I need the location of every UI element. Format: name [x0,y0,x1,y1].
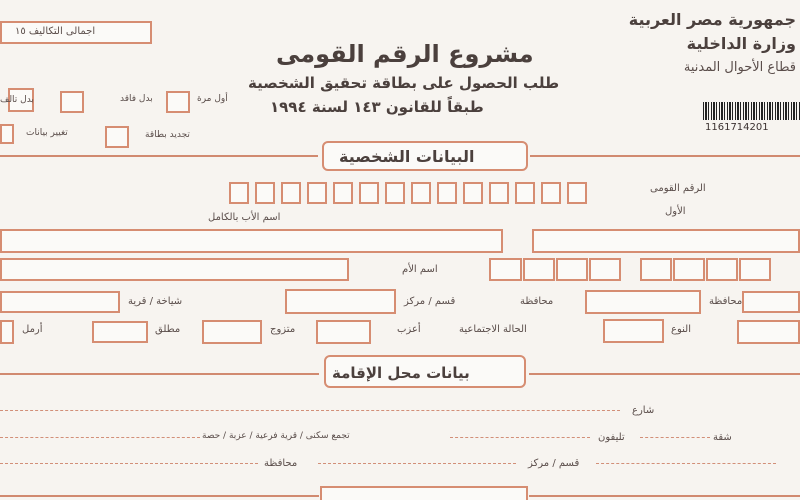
national-id-digit[interactable] [307,182,327,204]
national-id-label: الرقم القومى [650,183,706,194]
national-id-digit[interactable] [489,182,509,204]
residence-section-line-left [0,373,319,375]
mother-name-digit[interactable] [556,258,588,281]
cluster-line [0,437,200,438]
district2-line [318,463,516,464]
cluster-label: تجمع سكنى / قرية فرعية / عزبة / حصة [202,431,350,441]
gender-field[interactable] [737,320,800,344]
bottom-section-line-left [0,495,319,497]
father-full-name-label: اسم الأب بالكامل [208,212,281,223]
governorate2-label: محافظة [264,458,298,469]
street-label: شارع [632,405,655,416]
widowed-label: أرمل [22,324,43,335]
single-box[interactable] [316,320,371,344]
total-cost-label: اجمالى التكاليف ١٥ [15,26,96,37]
national-id-digit[interactable] [359,182,379,204]
personal-section-title: البيانات الشخصية [339,147,475,166]
mother-name-digit[interactable] [640,258,672,281]
request-type-label-renew: تجديد بطاقة [145,130,190,140]
national-id-digit[interactable] [333,182,353,204]
mother-name-digit[interactable] [489,258,522,281]
married-box[interactable] [202,320,262,344]
gender-label: النوع [671,324,691,335]
phone-line [450,437,590,438]
governorate-label-2: محافظة [520,296,554,307]
sheyakha-label: شياخة / قرية [128,296,183,307]
ministry-line1: جمهورية مصر العربية [628,10,796,29]
governorate2-line [0,463,258,464]
mother-name-digit[interactable] [739,258,771,281]
divorced-box[interactable] [92,321,148,343]
request-type-label-damaged: بدل تالف [0,95,34,105]
governorate-right-field[interactable] [742,291,800,313]
national-id-digit[interactable] [411,182,431,204]
national-id-digit[interactable] [255,182,275,204]
form-law: طبقاً للقانون ١٤٣ لسنة ١٩٩٤ [270,98,484,116]
form-title: مشروع الرقم القومى [276,40,534,68]
national-id-digit[interactable] [385,182,405,204]
request-type-box-first-time[interactable] [166,91,190,113]
district2-right-line [596,463,776,464]
phone-label: تليفون [598,432,625,443]
form-subtitle: طلب الحصول على بطاقة تحقيق الشخصية [248,74,560,92]
father-name-field[interactable] [0,229,503,253]
national-id-digit[interactable] [567,182,587,204]
street-line [0,410,620,411]
mother-name-digit[interactable] [589,258,621,281]
request-type-box-renew[interactable] [105,126,129,148]
single-label: أعزب [397,324,421,335]
personal-section-line-left [0,155,318,157]
bottom-section-line-right [529,495,800,497]
bottom-section-title-box [320,486,528,500]
ministry-line2: وزارة الداخلية [686,34,796,53]
mother-name-field[interactable] [0,258,349,281]
apartment-label: شقة [713,432,732,443]
district-field[interactable] [585,290,701,314]
marital-status-field[interactable] [603,319,664,343]
national-id-digit[interactable] [515,182,535,204]
mother-name-digit[interactable] [523,258,555,281]
request-type-box-change-data[interactable] [0,124,14,144]
district2-label: قسم / مركز [528,458,580,469]
national-id-digit[interactable] [437,182,457,204]
ministry-line3: قطاع الأحوال المدنية [683,60,796,75]
request-type-label-lost: بدل فاقد [120,94,153,104]
mother-name-label: اسم الأم [402,264,438,275]
barcode [703,102,800,120]
first-name-label: الأول [665,206,686,217]
governorate-label: محافظة [709,296,743,307]
request-type-label-change-data: تغيير بيانات [26,128,68,138]
mother-name-digit[interactable] [673,258,705,281]
national-id-digit[interactable] [463,182,483,204]
district-label: قسم / مركز [404,296,456,307]
national-id-digit[interactable] [229,182,249,204]
request-type-label-first-time: أول مرة [197,94,228,104]
widowed-box[interactable] [0,320,14,344]
sheyakha-field[interactable] [285,289,396,314]
marital-status-label: الحالة الاجتماعية [459,324,527,335]
residence-section-title: بيانات محل الإقامة [332,364,470,382]
married-label: متزوج [270,324,296,335]
national-id-digit[interactable] [541,182,561,204]
national-id-digit[interactable] [281,182,301,204]
residence-section-line-right [529,373,800,375]
first-name-field[interactable] [532,229,800,253]
personal-section-line-right [530,155,800,157]
apartment-line [640,437,710,438]
request-type-box-lost[interactable] [60,91,84,113]
divorced-label: مطلق [155,324,181,335]
mother-name-digit[interactable] [706,258,738,281]
barcode-number: 1161714201 [705,122,769,133]
governorate-field[interactable] [0,291,120,313]
